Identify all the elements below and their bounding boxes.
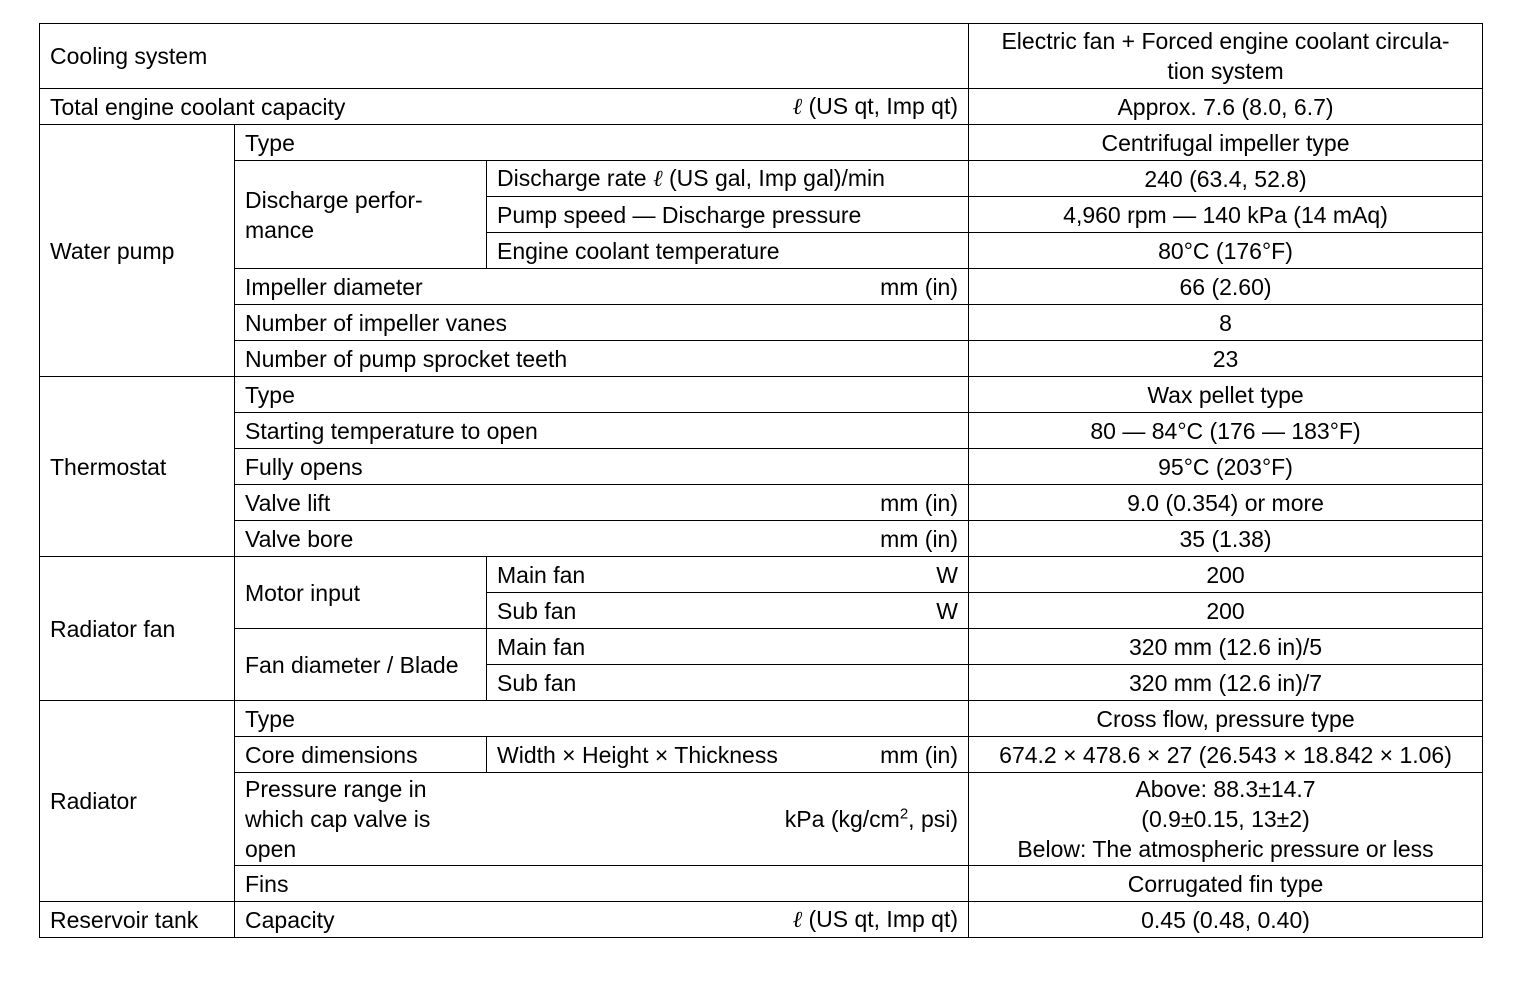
row-core-dimensions [40,737,1483,773]
motor-sub-fan-label: Sub fan [497,597,577,624]
row-total-capacity [40,89,1483,125]
pressure-line2: which cap valve is [245,806,431,832]
water-pump-type-value: Centrifugal impeller type [969,125,1483,161]
pressure-range-cell [235,773,969,866]
radiator-type-label: Type [235,701,969,737]
motor-sub-value: 200 [969,593,1483,629]
row-discharge-rate [40,161,1483,197]
valve-bore-label-cell [235,521,969,557]
cooling-system-value-line2: tion system [1167,58,1284,84]
valve-lift-label: Valve lift [245,489,331,516]
thermostat-type-value: Wax pellet type [969,377,1483,413]
discharge-rate-label-cell [487,161,969,197]
impeller-diameter-label-cell [235,269,969,305]
pump-speed-label: Pump speed — Discharge pressure [487,197,969,233]
motor-main-fan-cell [487,557,969,593]
row-impeller-diameter [40,269,1483,305]
pressure-range-value [969,773,1483,866]
motor-main-value: 200 [969,557,1483,593]
radiator-fan-label: Radiator fan [40,557,235,701]
row-fully-opens [40,449,1483,485]
impeller-diameter-label: Impeller diameter [245,273,423,300]
core-dims-unit: mm (in) [880,741,959,768]
watt-unit: W [936,561,959,588]
reservoir-capacity-label: Capacity [245,906,335,933]
discharge-performance-line1: Discharge perfor- [245,186,423,213]
pump-speed-value: 4,960 rpm — 140 kPa (14 mAq) [969,197,1483,233]
row-thermostat-type [40,377,1483,413]
valve-lift-label-cell [235,485,969,521]
fully-opens-value: 95°C (203°F) [969,449,1483,485]
sprocket-teeth-label: Number of pump sprocket teeth [235,341,969,377]
start-temp-label: Starting temperature to open [235,413,969,449]
row-reservoir-tank [40,902,1483,938]
total-capacity-value: Approx. 7.6 (8.0, 6.7) [969,89,1483,125]
row-diameter-main [40,629,1483,665]
discharge-performance-line2: mance [245,216,315,243]
row-water-pump-type [40,125,1483,161]
motor-input-label: Motor input [235,557,487,629]
motor-main-fan-label: Main fan [497,561,586,588]
discharge-performance-label [235,161,487,269]
coolant-temp-label: Engine coolant temperature [487,233,969,269]
valve-bore-value: 35 (1.38) [969,521,1483,557]
fins-value: Corrugated fin type [969,866,1483,902]
fully-opens-label: Fully opens [235,449,969,485]
cooling-spec-table [39,23,1483,938]
sprocket-teeth-value: 23 [969,341,1483,377]
pressure-value-below: Below: The atmospheric pressure or less [1017,836,1434,862]
valve-bore-unit: mm (in) [880,525,959,552]
core-dims-cell [487,737,969,773]
row-fins [40,866,1483,902]
liter-symbol: ℓ [652,166,663,192]
core-dims-label: Width × Height × Thickness [497,741,778,768]
water-pump-type-label: Type [235,125,969,161]
radiator-type-value: Cross flow, pressure type [969,701,1483,737]
core-dimensions-value: 674.2 × 478.6 × 27 (26.543 × 18.842 × 1.06) [969,737,1483,773]
impeller-vanes-label: Number of impeller vanes [235,305,969,341]
discharge-rate-value: 240 (63.4, 52.8) [969,161,1483,197]
start-temp-value: 80 — 84°C (176 — 183°F) [969,413,1483,449]
core-dimensions-label: Core dimensions [235,737,487,773]
pressure-value-above: Above: 88.3±14.7 [1135,776,1316,802]
pressure-unit: kPa ($kg/cm^2$, psi) [784,805,959,832]
row-valve-lift [40,485,1483,521]
row-radiator-type [40,701,1483,737]
row-sprocket-teeth [40,341,1483,377]
cooling-system-value [969,24,1483,89]
pressure-line1: Pressure range in [245,776,427,802]
row-motor-main [40,557,1483,593]
motor-sub-fan-cell [487,593,969,629]
valve-bore-label: Valve bore [245,525,354,552]
row-pressure-range [40,773,1483,866]
diameter-sub-value: 320 mm (12.6 in)/7 [969,665,1483,701]
pressure-line3: open [245,836,297,862]
discharge-rate-label: Discharge rate [497,165,647,191]
impeller-diameter-unit: mm (in) [880,273,959,300]
pressure-value-units: (0.9±0.15, 13±2) [1141,806,1310,832]
reservoir-tank-label: Reservoir tank [40,902,235,938]
reservoir-capacity-cell [235,902,969,938]
discharge-rate-unit: (US gal, Imp gal)/min [668,165,885,191]
valve-lift-unit: mm (in) [880,489,959,516]
watt-unit: W [936,597,959,624]
diameter-main-value: 320 mm (12.6 in)/5 [969,629,1483,665]
thermostat-type-label: Type [235,377,969,413]
reservoir-capacity-value: 0.45 (0.48, 0.40) [969,902,1483,938]
cooling-system-label: Cooling system [40,24,969,89]
diameter-main-fan-label: Main fan [487,629,969,665]
cooling-system-value-line1: Electric fan + Forced engine coolant circula- [1001,28,1450,54]
impeller-vanes-value: 8 [969,305,1483,341]
row-impeller-vanes [40,305,1483,341]
reservoir-capacity-unit: (US qt, Imp qt) [808,906,959,932]
impeller-diameter-value: 66 (2.60) [969,269,1483,305]
pressure-range-label [245,774,430,864]
fins-label: Fins [235,866,969,902]
diameter-sub-fan-label: Sub fan [487,665,969,701]
liter-symbol: ℓ [792,94,803,120]
row-start-temp [40,413,1483,449]
total-capacity-unit: (US qt, Imp qt) [808,93,959,119]
fan-diameter-label: Fan diameter / Blade [235,629,487,701]
row-cooling-system [40,24,1483,89]
thermostat-label: Thermostat [40,377,235,557]
coolant-temp-value: 80°C (176°F) [969,233,1483,269]
total-capacity-label-cell [40,89,969,125]
total-capacity-label: Total engine coolant capacity [50,93,346,120]
liter-symbol: ℓ [792,907,803,933]
valve-lift-value: 9.0 (0.354) or more [969,485,1483,521]
row-valve-bore [40,521,1483,557]
water-pump-label: Water pump [40,125,235,377]
radiator-label: Radiator [40,701,235,902]
